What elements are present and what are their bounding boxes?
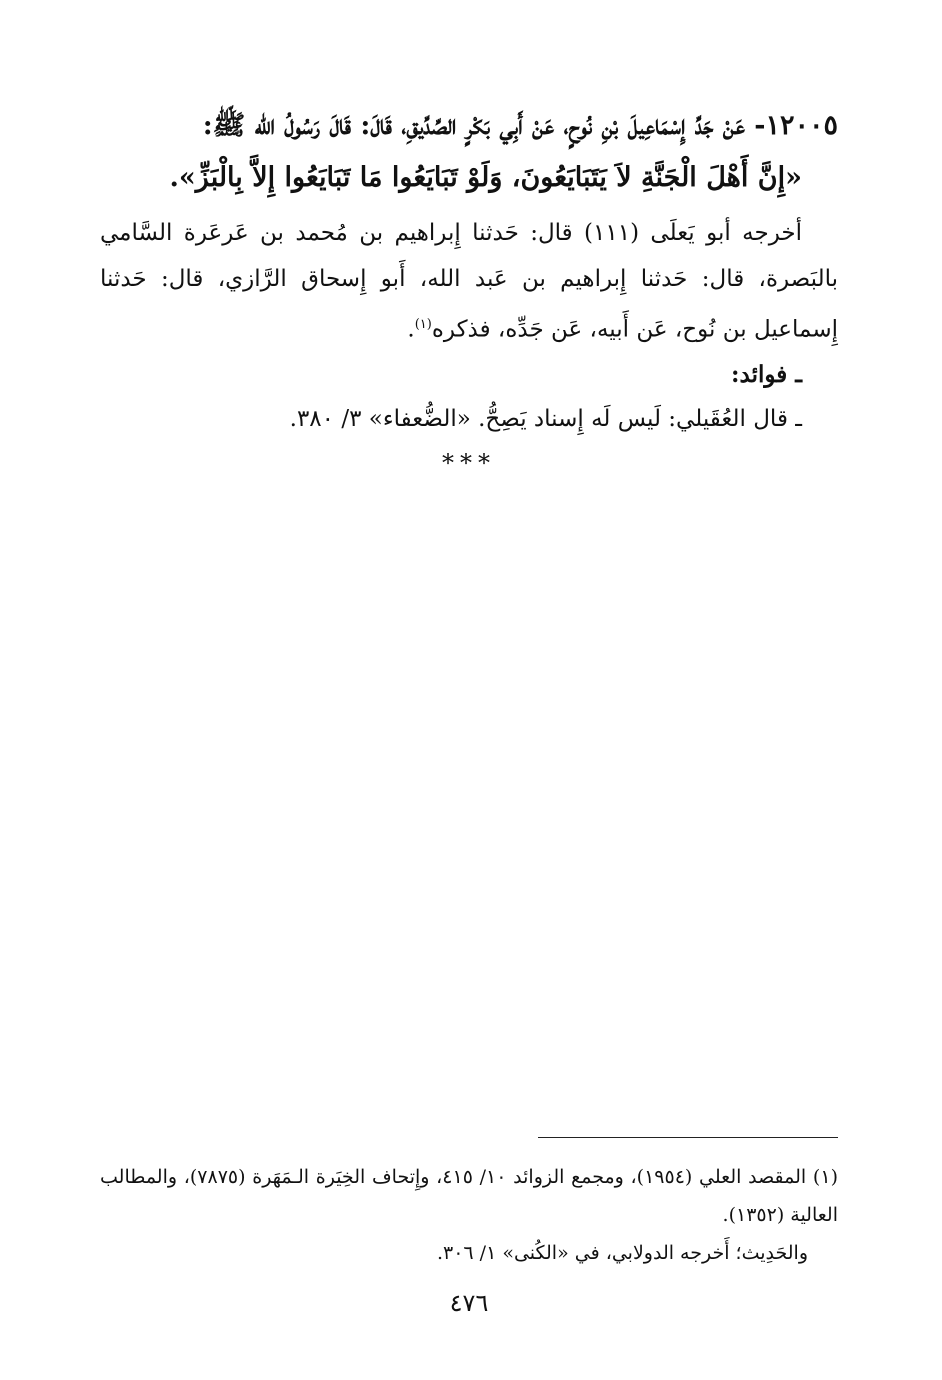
footnote-1: (١) المقصد العلي (١٩٥٤)، ومجمع الزوائد ١٠/ ٤١٥، وإِتحاف الخِيَرة الـمَهَرة (٧٨٧٥)، والمطالب العالية (١٣٥٢). bbox=[100, 1166, 838, 1226]
fawaid-heading: ـ فوائد: bbox=[731, 360, 802, 388]
footnotes bbox=[100, 1158, 838, 1272]
page-number: ٤٧٦ bbox=[449, 1289, 489, 1317]
page-content bbox=[100, 100, 838, 1340]
footnote-divider bbox=[538, 1137, 838, 1138]
takhrij-end: . bbox=[407, 316, 415, 343]
footnote-reference[interactable]: (١) bbox=[414, 317, 432, 332]
fawaid-item: ـ قال العُقَيلي: لَيس لَه إِسناد يَصِحُّ. «الضُّعفاء» ٣/ ٣٨٠. bbox=[289, 405, 802, 432]
hadith-isnad bbox=[100, 100, 838, 152]
hadith-isnad-text: - عَنْ جَدِّ إِسْمَاعِيلَ بْنِ نُوحٍ، عَنْ أَبِي بَكْرٍ الصِّدِّيقِ، قَالَ: قَالَ رَسُولُ الله ﷺ: bbox=[202, 110, 766, 141]
section-separator: *** bbox=[442, 448, 496, 477]
takhrij-text: أخرجه أبو يَعلَى (١١١) قال: حَدثنا إِبراهيم بن مُحمد بن عَرعَرة السَّامي بالبَصرة، قال: حَدثنا إِبراهيم بن عَبد الله، أَبو إِسحاق الرَّازي، قال: حَدثنا إِسماعيل بن نُوح، عَن أَبيه، عَن جَدِّه، فذكره bbox=[100, 220, 838, 343]
footnote-1-continuation: والحَدِيث؛ أَخرجه الدولابي، في «الكُنى» ١/ ٣٠٦. bbox=[436, 1242, 808, 1264]
hadith-matn: «إِنَّ أَهْلَ الْجَنَّةِ لاَ يَتَبَايَعُونَ، وَلَوْ تَبَايَعُوا مَا تَبَايَعُوا إِلاَّ بِالْبَزِّ». bbox=[169, 162, 802, 193]
hadith-number: ١٢٠٠٥ bbox=[765, 110, 838, 141]
takhrij-paragraph bbox=[100, 210, 838, 353]
